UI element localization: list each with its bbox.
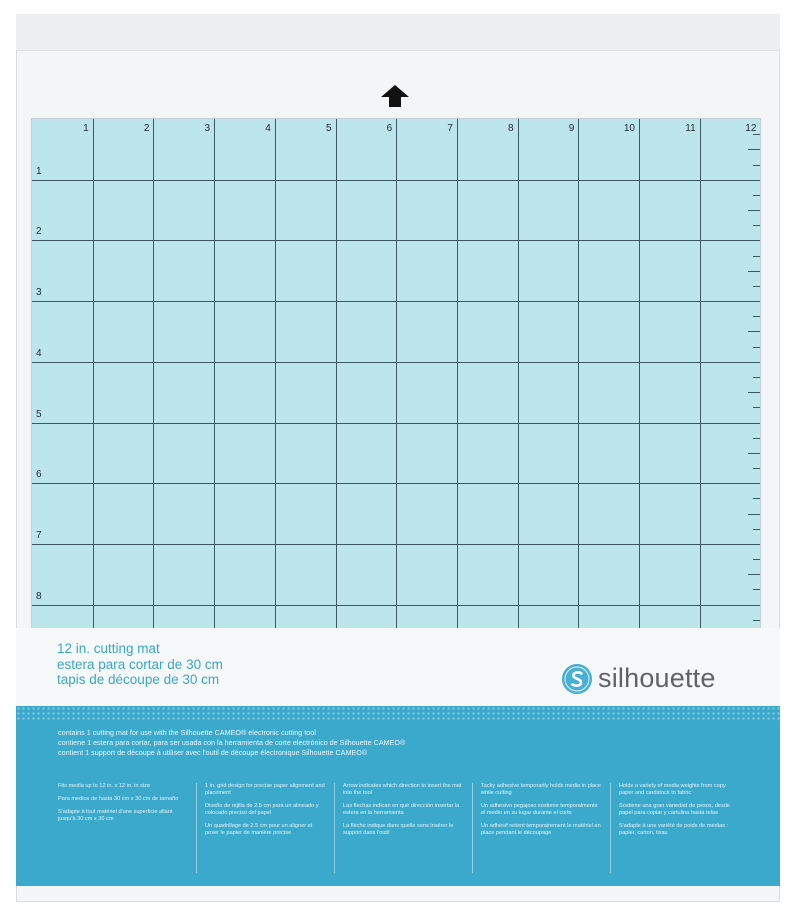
feature-media-weights — [610, 783, 748, 873]
ruler-tick — [748, 331, 760, 332]
feature-text-fr: S'adapte à une variété de poids de médias : papier, carton, tissu — [619, 823, 728, 836]
feature-grid-design — [196, 783, 334, 873]
feature-text-es: Un adhesivo pegajoso sostiene temporalmente el medio en su lugar durante el corte — [481, 803, 598, 816]
grid-line-vertical — [578, 119, 579, 629]
grid-line-vertical — [396, 119, 397, 629]
title-english: 12 in. cutting mat — [57, 641, 160, 656]
contents-description — [58, 728, 698, 758]
ruler-tick — [753, 498, 760, 499]
grid-line-vertical — [760, 119, 761, 629]
grid-line-horizontal — [32, 240, 760, 241]
column-number: 5 — [325, 123, 332, 134]
ruler-tick — [753, 347, 760, 348]
ruler-tick — [753, 286, 760, 287]
grid-line-horizontal — [32, 301, 760, 302]
ruler-tick — [748, 149, 760, 150]
row-number: 8 — [36, 590, 42, 602]
row-number: 1 — [36, 165, 42, 177]
ruler-tick — [753, 589, 760, 590]
feature-text-en: Tacky adhesive temporarily holds media in place while cutting — [481, 783, 602, 796]
column-number: 3 — [204, 123, 211, 134]
grid-line-vertical — [336, 119, 337, 629]
title-french: tapis de découpe de 30 cm — [57, 672, 220, 687]
silhouette-logo-icon — [562, 664, 592, 694]
ruler-tick — [753, 559, 760, 560]
ruler-tick — [753, 438, 760, 439]
ruler-tick — [753, 620, 760, 621]
ruler-tick — [753, 180, 760, 181]
ruler-tick — [748, 453, 760, 454]
grid-line-horizontal — [32, 483, 760, 484]
arrow-up-icon — [380, 84, 410, 108]
grid-line-horizontal — [32, 362, 760, 363]
description-spanish: contiene 1 estera para cortar, para ser usada con la herramienta de corte electrónico de Silhouette CAMEO® — [58, 738, 406, 747]
column-number: 8 — [508, 123, 514, 134]
ruler-tick — [748, 210, 760, 211]
ruler-tick — [748, 392, 760, 393]
ruler-tick — [753, 605, 760, 606]
row-number: 5 — [36, 408, 42, 420]
ruler-tick — [753, 362, 760, 363]
ruler-tick — [753, 165, 760, 166]
description-english: contains 1 cutting mat for use with the Silhouette CAMEO® electronic cutting tool — [58, 728, 316, 737]
brand-name: silhouette — [598, 663, 716, 693]
column-number: 11 — [685, 123, 696, 134]
feature-adhesive — [472, 783, 610, 873]
ruler-tick — [753, 301, 760, 302]
brand-logo — [562, 663, 716, 694]
ruler-tick — [753, 316, 760, 317]
feature-text-es: Sostiene una gran variedad de pesos, desde papel para copiar y cartulina hasta telas — [619, 803, 731, 816]
grid-line-vertical — [214, 119, 215, 629]
ruler-tick — [748, 514, 760, 515]
feature-text-en: Fits media up to 12 in. x 12 in. in size — [58, 783, 151, 789]
row-number: 2 — [36, 226, 42, 238]
grid-line-horizontal — [32, 180, 760, 181]
feature-text-es: Para medios de hasta 30 cm x 30 cm de tamaño — [58, 796, 179, 802]
column-number: 9 — [568, 123, 575, 134]
feature-text-fr: Un quadrillage de 2.5 cm pour un aligner et poser le papier de manière précise — [205, 823, 313, 836]
column-number: 7 — [447, 123, 453, 134]
feature-text-fr: S'adapte à tout matériel d'une superficie allant jusqu'à 30 cm x 30 cm — [58, 809, 173, 822]
description-french: contient 1 support de découpe à utiliser avec l'outil de découpe électronique Silhouette CAMEO® — [58, 748, 368, 757]
grid-line-horizontal — [32, 423, 760, 424]
feature-text-en: Arrow indicates which direction to insert the mat into the tool — [343, 783, 462, 796]
grid-line-vertical — [518, 119, 519, 629]
column-number: 2 — [143, 123, 150, 134]
feature-text-fr: La flèche indique dans quelle sens insérer le support dans l'outil — [343, 823, 454, 836]
row-number: 3 — [36, 287, 42, 299]
grid-line-vertical — [275, 119, 276, 629]
column-number: 10 — [623, 123, 635, 134]
ruler-tick — [753, 256, 760, 257]
feature-text-es: Las flechas indican en qué dirección insertar la estera en la herramienta — [343, 803, 460, 816]
ruler-tick — [753, 483, 760, 484]
ruler-tick — [753, 423, 760, 424]
ruler-tick — [753, 468, 760, 469]
grid-line-vertical — [700, 119, 701, 629]
ruler-tick — [753, 240, 760, 241]
feature-arrow — [334, 783, 472, 873]
grid-line-vertical — [93, 119, 94, 629]
ruler-tick — [753, 529, 760, 530]
column-number: 12 — [745, 123, 757, 134]
grid-line-horizontal — [32, 544, 760, 545]
row-number: 4 — [36, 347, 42, 359]
ruler-tick — [753, 407, 760, 408]
product-titles — [57, 641, 223, 688]
hang-tab — [16, 14, 780, 51]
row-number: 6 — [36, 469, 42, 481]
ruler-tick — [753, 134, 760, 135]
grid-line-horizontal — [32, 605, 760, 606]
title-spanish: estera para cortar de 30 cm — [57, 656, 223, 672]
feature-text-en: 1 in. grid design for precise paper alignment and placement — [205, 783, 325, 796]
feature-text-fr: Un adhésif retient temporairement le matériel en place pendant le découpage — [481, 823, 601, 836]
row-number: 7 — [36, 529, 42, 541]
column-number: 6 — [386, 123, 393, 134]
ruler-tick — [748, 271, 760, 272]
column-number: 4 — [265, 123, 271, 134]
ruler-tick — [753, 195, 760, 196]
grid-line-vertical — [457, 119, 458, 629]
ruler-tick — [753, 225, 760, 226]
ruler-tick — [753, 544, 760, 545]
dotted-edge — [16, 706, 780, 722]
ruler-tick — [748, 574, 760, 575]
column-number: 1 — [83, 123, 89, 134]
feature-text-en: Holds a variety of media weights from copy paper and cardstock to fabric — [619, 783, 726, 796]
grid-line-vertical — [639, 119, 640, 629]
cutting-mat — [31, 118, 761, 630]
feature-media-size — [58, 783, 196, 873]
ruler-tick — [753, 377, 760, 378]
feature-list — [58, 783, 748, 873]
grid-line-vertical — [153, 119, 154, 629]
feature-text-es: Diseño de rejilla de 2.5 cm para un alineado y colocado preciso del papel — [205, 803, 319, 816]
